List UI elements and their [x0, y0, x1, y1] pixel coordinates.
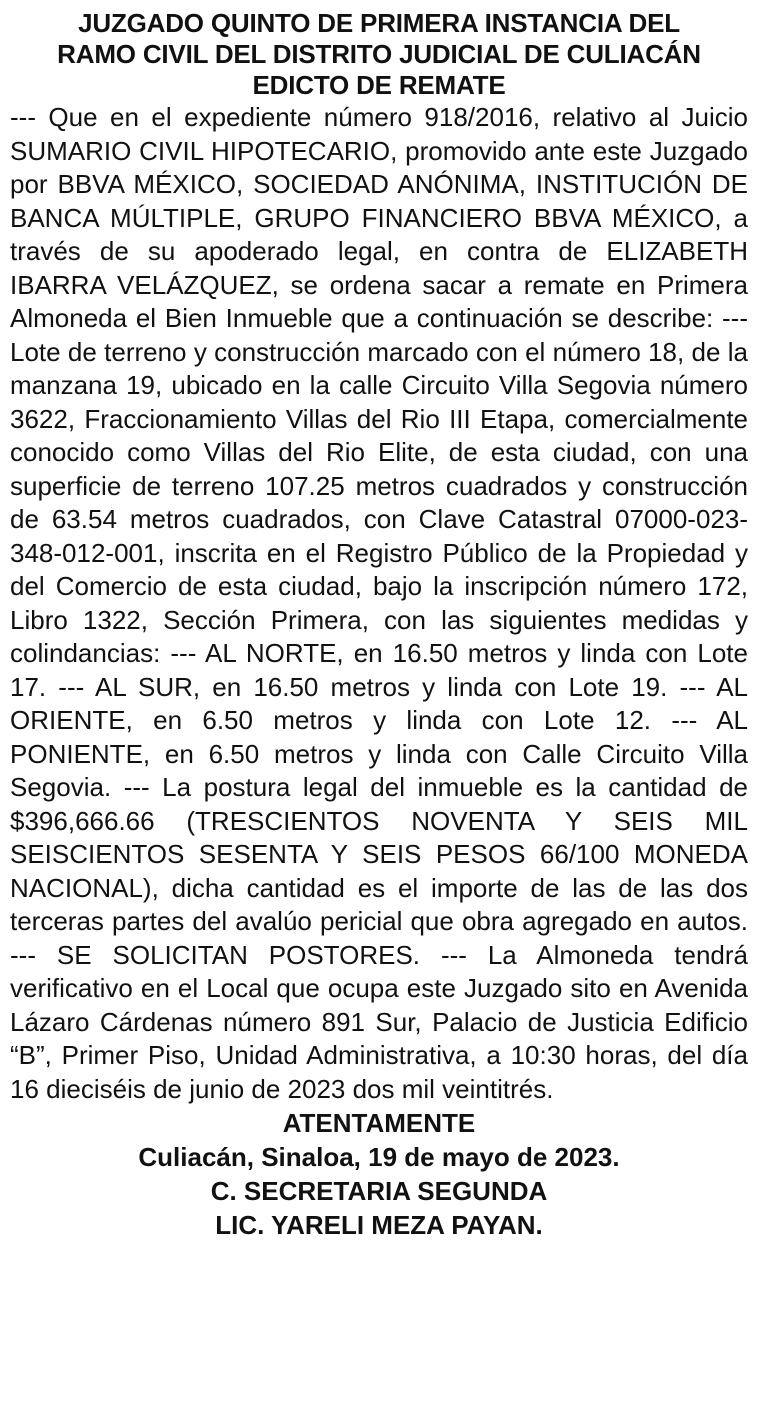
closing-salutation: ATENTAMENTE: [282, 1108, 476, 1138]
signer-name: LIC. YARELI MEZA PAYAN.: [215, 1210, 543, 1240]
signer-title: C. SECRETARIA SEGUNDA: [210, 1176, 548, 1206]
court-name-line-2: RAMO CIVIL DEL DISTRITO JUDICIAL DE CULIACÁN: [57, 39, 701, 69]
edict-title: EDICTO DE REMATE: [252, 70, 506, 100]
place-and-date: Culiacán, Sinaloa, 19 de mayo de 2023.: [138, 1142, 620, 1172]
edict-header: [10, 8, 748, 101]
edict-body: --- Que en el expediente número 918/2016, relativo al Juicio SUMARIO CIVIL HIPOTECARIO, promovido ante este Juzgado por BBVA MÉXICO, SOCIEDAD ANÓNIMA, INSTITUCIÓN DE BANCA MÚLTIPLE, GRUPO FINANCIERO BBVA MÉXICO, a través de su apoderado legal, en contra de ELIZABETH IBARRA VELÁZQUEZ, se ordena sacar a remate en Primera Almoneda el Bien Inmueble que a continuación se describe: --- Lote de terreno y construcción marcado con el número 18, de la manzana 19, ubicado en la calle Circuito Villa Segovia número 3622, Fraccionamiento Villas del Rio III Etapa, comercialmente conocido como Villas del Rio Elite, de esta ciudad, con una superficie de terreno 107.25 metros cuadrados y construcción de 63.54 metros cuadrados, con Clave Catastral 07000-023-348-012-001, inscrita en el Registro Público de la Propiedad y del Comercio de esta ciudad, bajo la inscripción número 172, Libro 1322, Sección Primera, con las siguientes medidas y colindancias: --- AL NORTE, en 16.50 metros y linda con Lote 17. --- AL SUR, en 16.50 metros y linda con Lote 19. --- AL ORIENTE, en 6.50 metros y linda con Lote 12. --- AL PONIENTE, en 6.50 metros y linda con Calle Circuito Villa Segovia. --- La postura legal del inmueble es la cantidad de $396,666.66 (TRESCIENTOS NOVENTA Y SEIS MIL SEISCIENTOS SESENTA Y SEIS PESOS 66/100 MONEDA NACIONAL), dicha cantidad es el importe de las de las dos terceras partes del avalúo pericial que obra agregado en autos. --- SE SOLICITAN POSTORES. --- La Almoneda tendrá verificativo en el Local que ocupa este Juzgado sito en Avenida Lázaro Cárdenas número 891 Sur, Palacio de Justicia Edificio “B”, Primer Piso, Unidad Administrativa, a 10:30 horas, del día 16 dieciséis de junio de 2023 dos mil veintitrés.: [10, 102, 748, 1104]
edict-signature: [10, 1106, 748, 1242]
court-name-line-1: JUZGADO QUINTO DE PRIMERA INSTANCIA DEL: [78, 8, 680, 38]
